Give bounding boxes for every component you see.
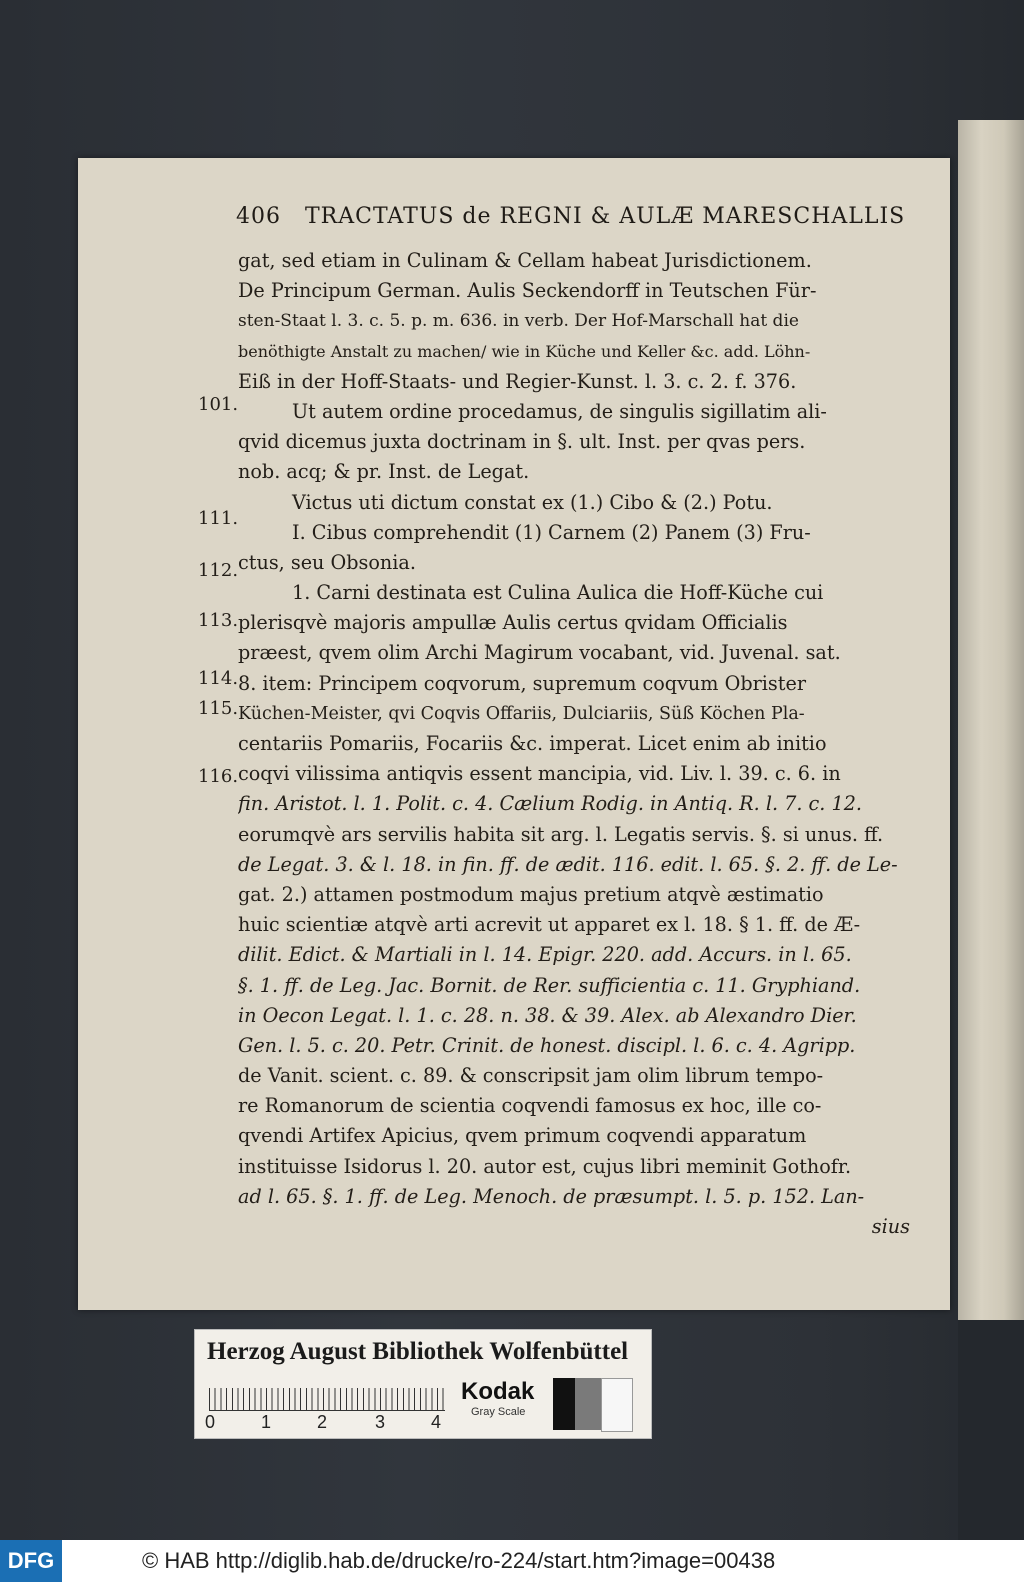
margin-number: 114. (198, 668, 239, 689)
text-line: qvid dicemus juxta doctrinam in §. ult. Inst. per qvas pers. (238, 430, 806, 454)
text-line: gat. 2.) attamen postmodum majus pretium atqvè æstimatio (238, 882, 824, 906)
text-line: de Legat. 3. & l. 18. in fin. ff. de ædit. 116. edit. l. 65. §. 2. ff. de Le- (238, 852, 898, 876)
library-color-card (194, 1329, 652, 1439)
running-title: TRACTATUS de REGNI & AULÆ MARESCHALLIS (305, 204, 906, 229)
text-line: Eiß in der Hoff-Staats- und Regier-Kunst. l. 3. c. 2. f. 376. (238, 369, 797, 393)
text-line: coqvi vilissima antiqvis essent mancipia, vid. Liv. l. 39. c. 6. in (238, 762, 841, 786)
book-page (78, 158, 950, 1310)
text-line: præest, qvem olim Archi Magirum vocabant, vid. Juvenal. sat. (238, 641, 841, 665)
text-line: dilit. Edict. & Martiali in l. 14. Epigr. 220. add. Accurs. in l. 65. (238, 943, 852, 967)
ruler-number: 1 (261, 1412, 272, 1432)
copyright-text: © HAB http://diglib.hab.de/drucke/ro-224/start.htm?image=00438 (142, 1548, 776, 1573)
gray-scale-label: Gray Scale (471, 1406, 526, 1418)
margin-number: 112. (198, 560, 239, 581)
text-line: eorumqvè ars servilis habita sit arg. l. Legatis servis. §. si unus. ff. (238, 822, 884, 846)
kodak-logo: Kodak (461, 1378, 535, 1405)
text-line: plerisqvè majoris ampullæ Aulis certus qvidam Officialis (238, 611, 788, 635)
text-line: ctus, seu Obsonia. (238, 550, 416, 574)
text-line: gat, sed etiam in Culinam & Cellam habeat Jurisdictionem. (238, 249, 812, 272)
margin-number: 113. (198, 610, 239, 631)
gray-swatch-mid (575, 1378, 601, 1430)
margin-number: 116. (198, 766, 239, 787)
text-line: De Principum German. Aulis Seckendorff in Teutschen Für- (238, 279, 817, 303)
margin-number: 115. (198, 698, 239, 719)
scanner-bed-shadow (958, 1320, 1024, 1540)
ruler-number: 4 (431, 1412, 442, 1432)
text-line: benöthigte Anstalt zu machen/ wie in Küche und Keller &c. add. Löhn- (238, 341, 811, 361)
text-line: in Oecon Legat. l. 1. c. 28. n. 38. & 39. Alex. ab Alexandro Dier. (238, 1003, 857, 1027)
dfg-logo: DFG (0, 1540, 62, 1582)
text-line: re Romanorum de scientia coqvendi famosus ex hoc, ille co- (238, 1094, 822, 1118)
text-line: I. Cibus comprehendit (1) Carnem (2) Panem (3) Fru- (292, 520, 811, 544)
library-name: Herzog August Bibliothek Wolfenbüttel (207, 1338, 629, 1365)
catchword: sius (871, 1215, 910, 1238)
gray-swatch-black (553, 1378, 575, 1430)
viewer-footer (0, 1540, 1024, 1582)
text-line: Victus uti dictum constat ex (1.) Cibo & (2.) Potu. (292, 490, 773, 514)
text-line: 1. Carni destinata est Culina Aulica die Hoff-Küche cui (292, 581, 824, 605)
ruler-number: 3 (375, 1412, 386, 1432)
margin-number: 101. (198, 394, 239, 415)
text-line: nob. acq; & pr. Inst. de Legat. (238, 460, 530, 484)
ruler-number: 0 (205, 1412, 216, 1432)
page-number: 406 (236, 204, 281, 229)
gray-swatch-white (601, 1378, 633, 1432)
text-line: Ut autem ordine procedamus, de singulis sigillatim ali- (292, 399, 827, 423)
text-line: Küchen-Meister, qvi Coqvis Offariis, Dulciariis, Süß Köchen Pla- (238, 703, 805, 724)
margin-number: 111. (198, 508, 239, 529)
text-line: qvendi Artifex Apicius, qvem primum coqvendi apparatum (238, 1124, 807, 1148)
text-line: ad l. 65. §. 1. ff. de Leg. Menoch. de præsumpt. l. 5. p. 152. Lan- (238, 1184, 865, 1208)
text-line: de Vanit. scient. c. 89. & conscripsit jam olim librum tempo- (238, 1064, 824, 1088)
text-line: centariis Pomariis, Focariis &c. imperat. Licet enim ab initio (238, 732, 827, 755)
text-line: Gen. l. 5. c. 20. Petr. Crinit. de honest. discipl. l. 6. c. 4. Agripp. (238, 1033, 856, 1057)
running-header (236, 204, 926, 240)
text-line: §. 1. ff. de Leg. Jac. Bornit. de Rer. sufficientia c. 11. Gryphiand. (238, 973, 861, 997)
text-line: 8. item: Principem coqvorum, supremum coqvum Obrister (238, 671, 806, 695)
ruler-number: 2 (317, 1412, 328, 1432)
scale-ruler (209, 1380, 445, 1411)
text-line: instituisse Isidorus l. 20. autor est, cujus libri meminit Gothofr. (238, 1154, 852, 1178)
page-body-text (238, 246, 910, 1238)
text-line: fin. Aristot. l. 1. Polit. c. 4. Cælium Rodig. in Antiq. R. l. 7. c. 12. (238, 792, 863, 816)
text-line: huic scientiæ atqvè arti acrevit ut apparet ex l. 18. § 1. ff. de Æ- (238, 913, 861, 937)
text-line: sten-Staat l. 3. c. 5. p. m. 636. in verb. Der Hof-Marschall hat die (238, 311, 799, 332)
